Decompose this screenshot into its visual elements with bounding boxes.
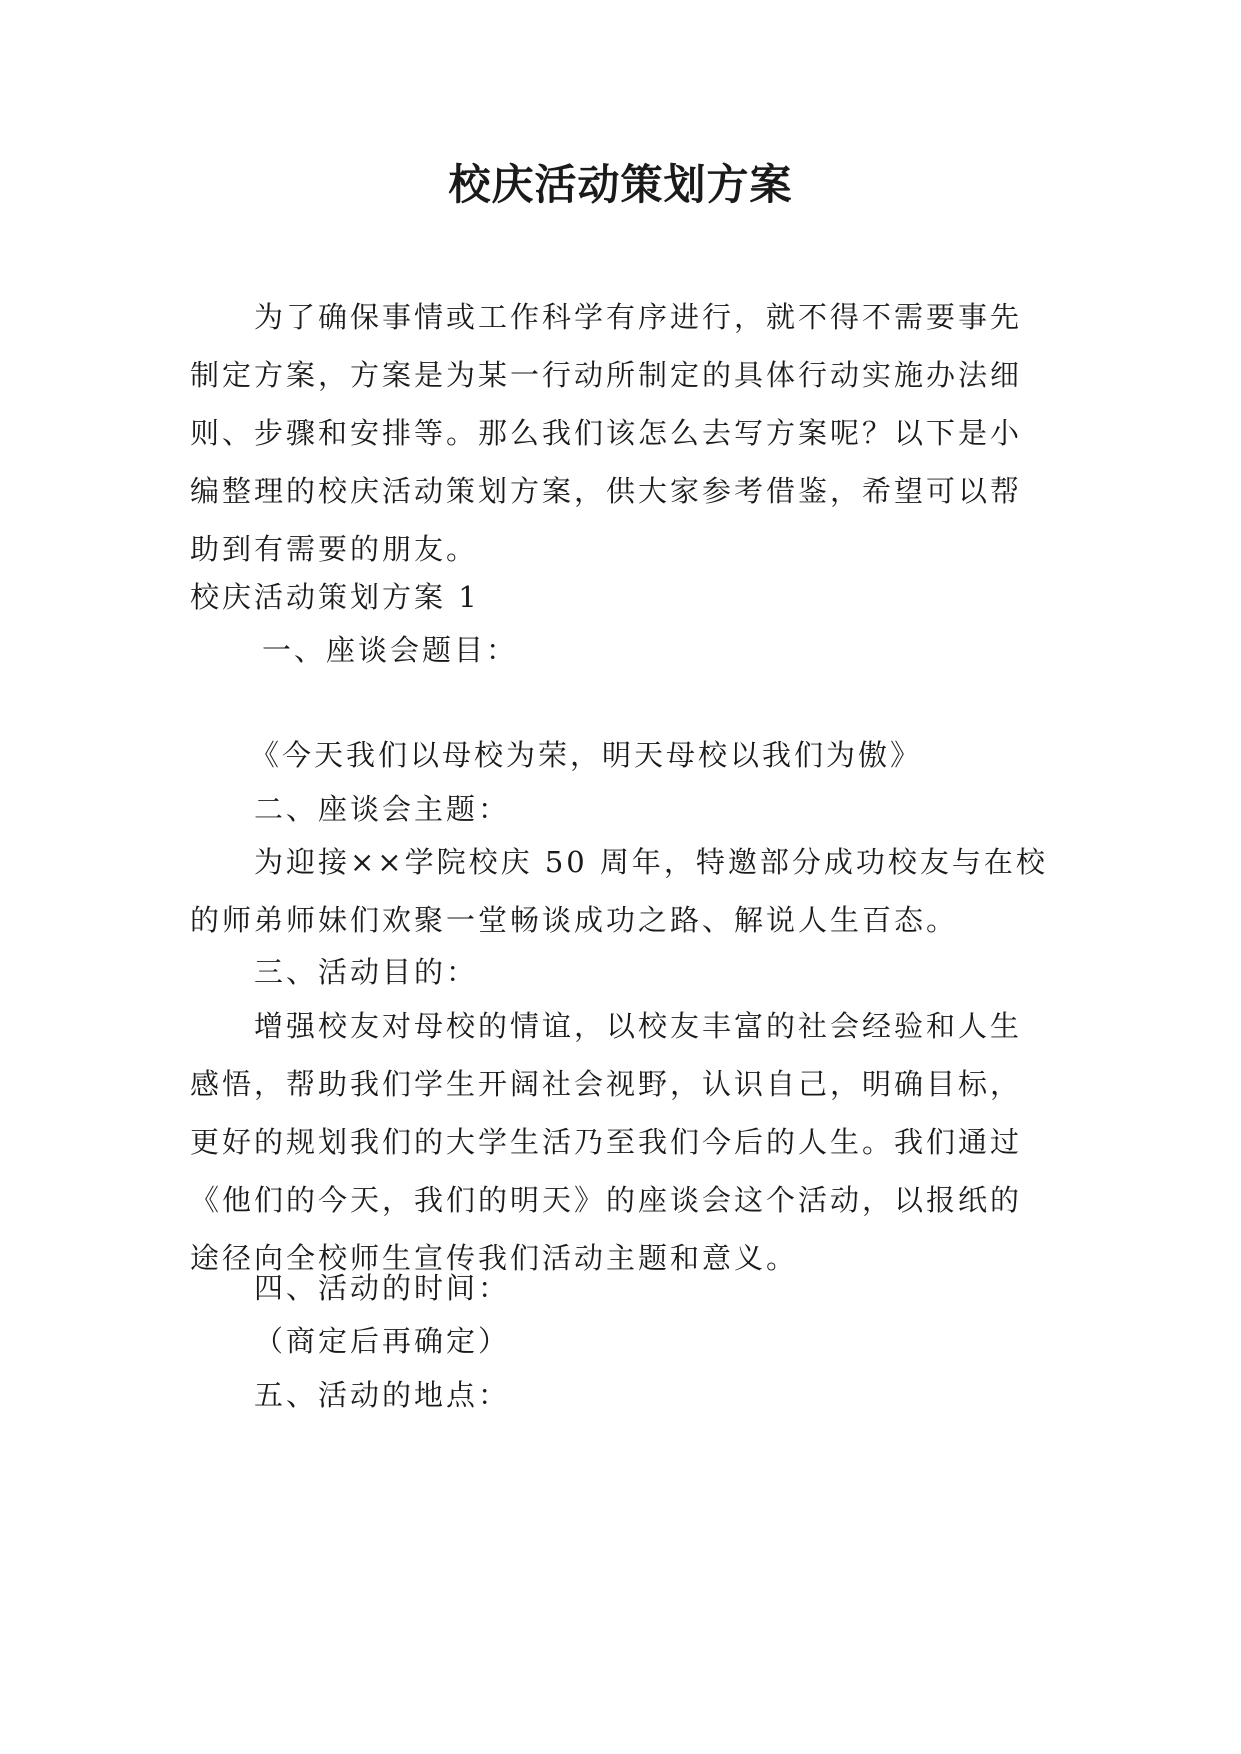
item1-text: 《今天我们以母校为荣，明天母校以我们为傲》 (250, 738, 923, 772)
item3-heading: 三、活动目的： (254, 955, 479, 989)
item4-heading: 四、活动的时间： (254, 1271, 511, 1305)
item1-heading: 一、座谈会题目： (262, 633, 519, 667)
item3-text: 增强校友对母校的情谊，以校友丰富的社会经验和人生感悟，帮助我们学生开阔社会视野，认识自己，明确目标，更好的规划我们的大学生活乃至我们今后的人生。我们通过《他们的今天，我们的明天》的座谈会这个活动，以报纸的途径向全校师生宣传我们活动主题和意义。 (190, 1009, 1023, 1275)
document-title: 校庆活动策划方案 (448, 160, 793, 209)
item2-text: 为迎接××学院校庆 50 周年，特邀部分成功校友与在校的师弟师妹们欢聚一堂畅谈成功之路、解说人生百态。 (190, 845, 1048, 937)
item2-heading: 二、座谈会主题： (254, 792, 511, 826)
item4-text: （商定后再确定） (254, 1324, 511, 1358)
item5-heading: 五、活动的地点： (254, 1378, 511, 1412)
intro-paragraph: 为了确保事情或工作科学有序进行，就不得不需要事先制定方案，方案是为某一行动所制定的具体行动实施办法细则、步骤和安排等。那么我们该怎么去写方案呢？以下是小编整理的校庆活动策划方案，供大家参考借鉴，希望可以帮助到有需要的朋友。 (190, 300, 1023, 566)
section-heading: 校庆活动策划方案 1 (190, 580, 480, 614)
